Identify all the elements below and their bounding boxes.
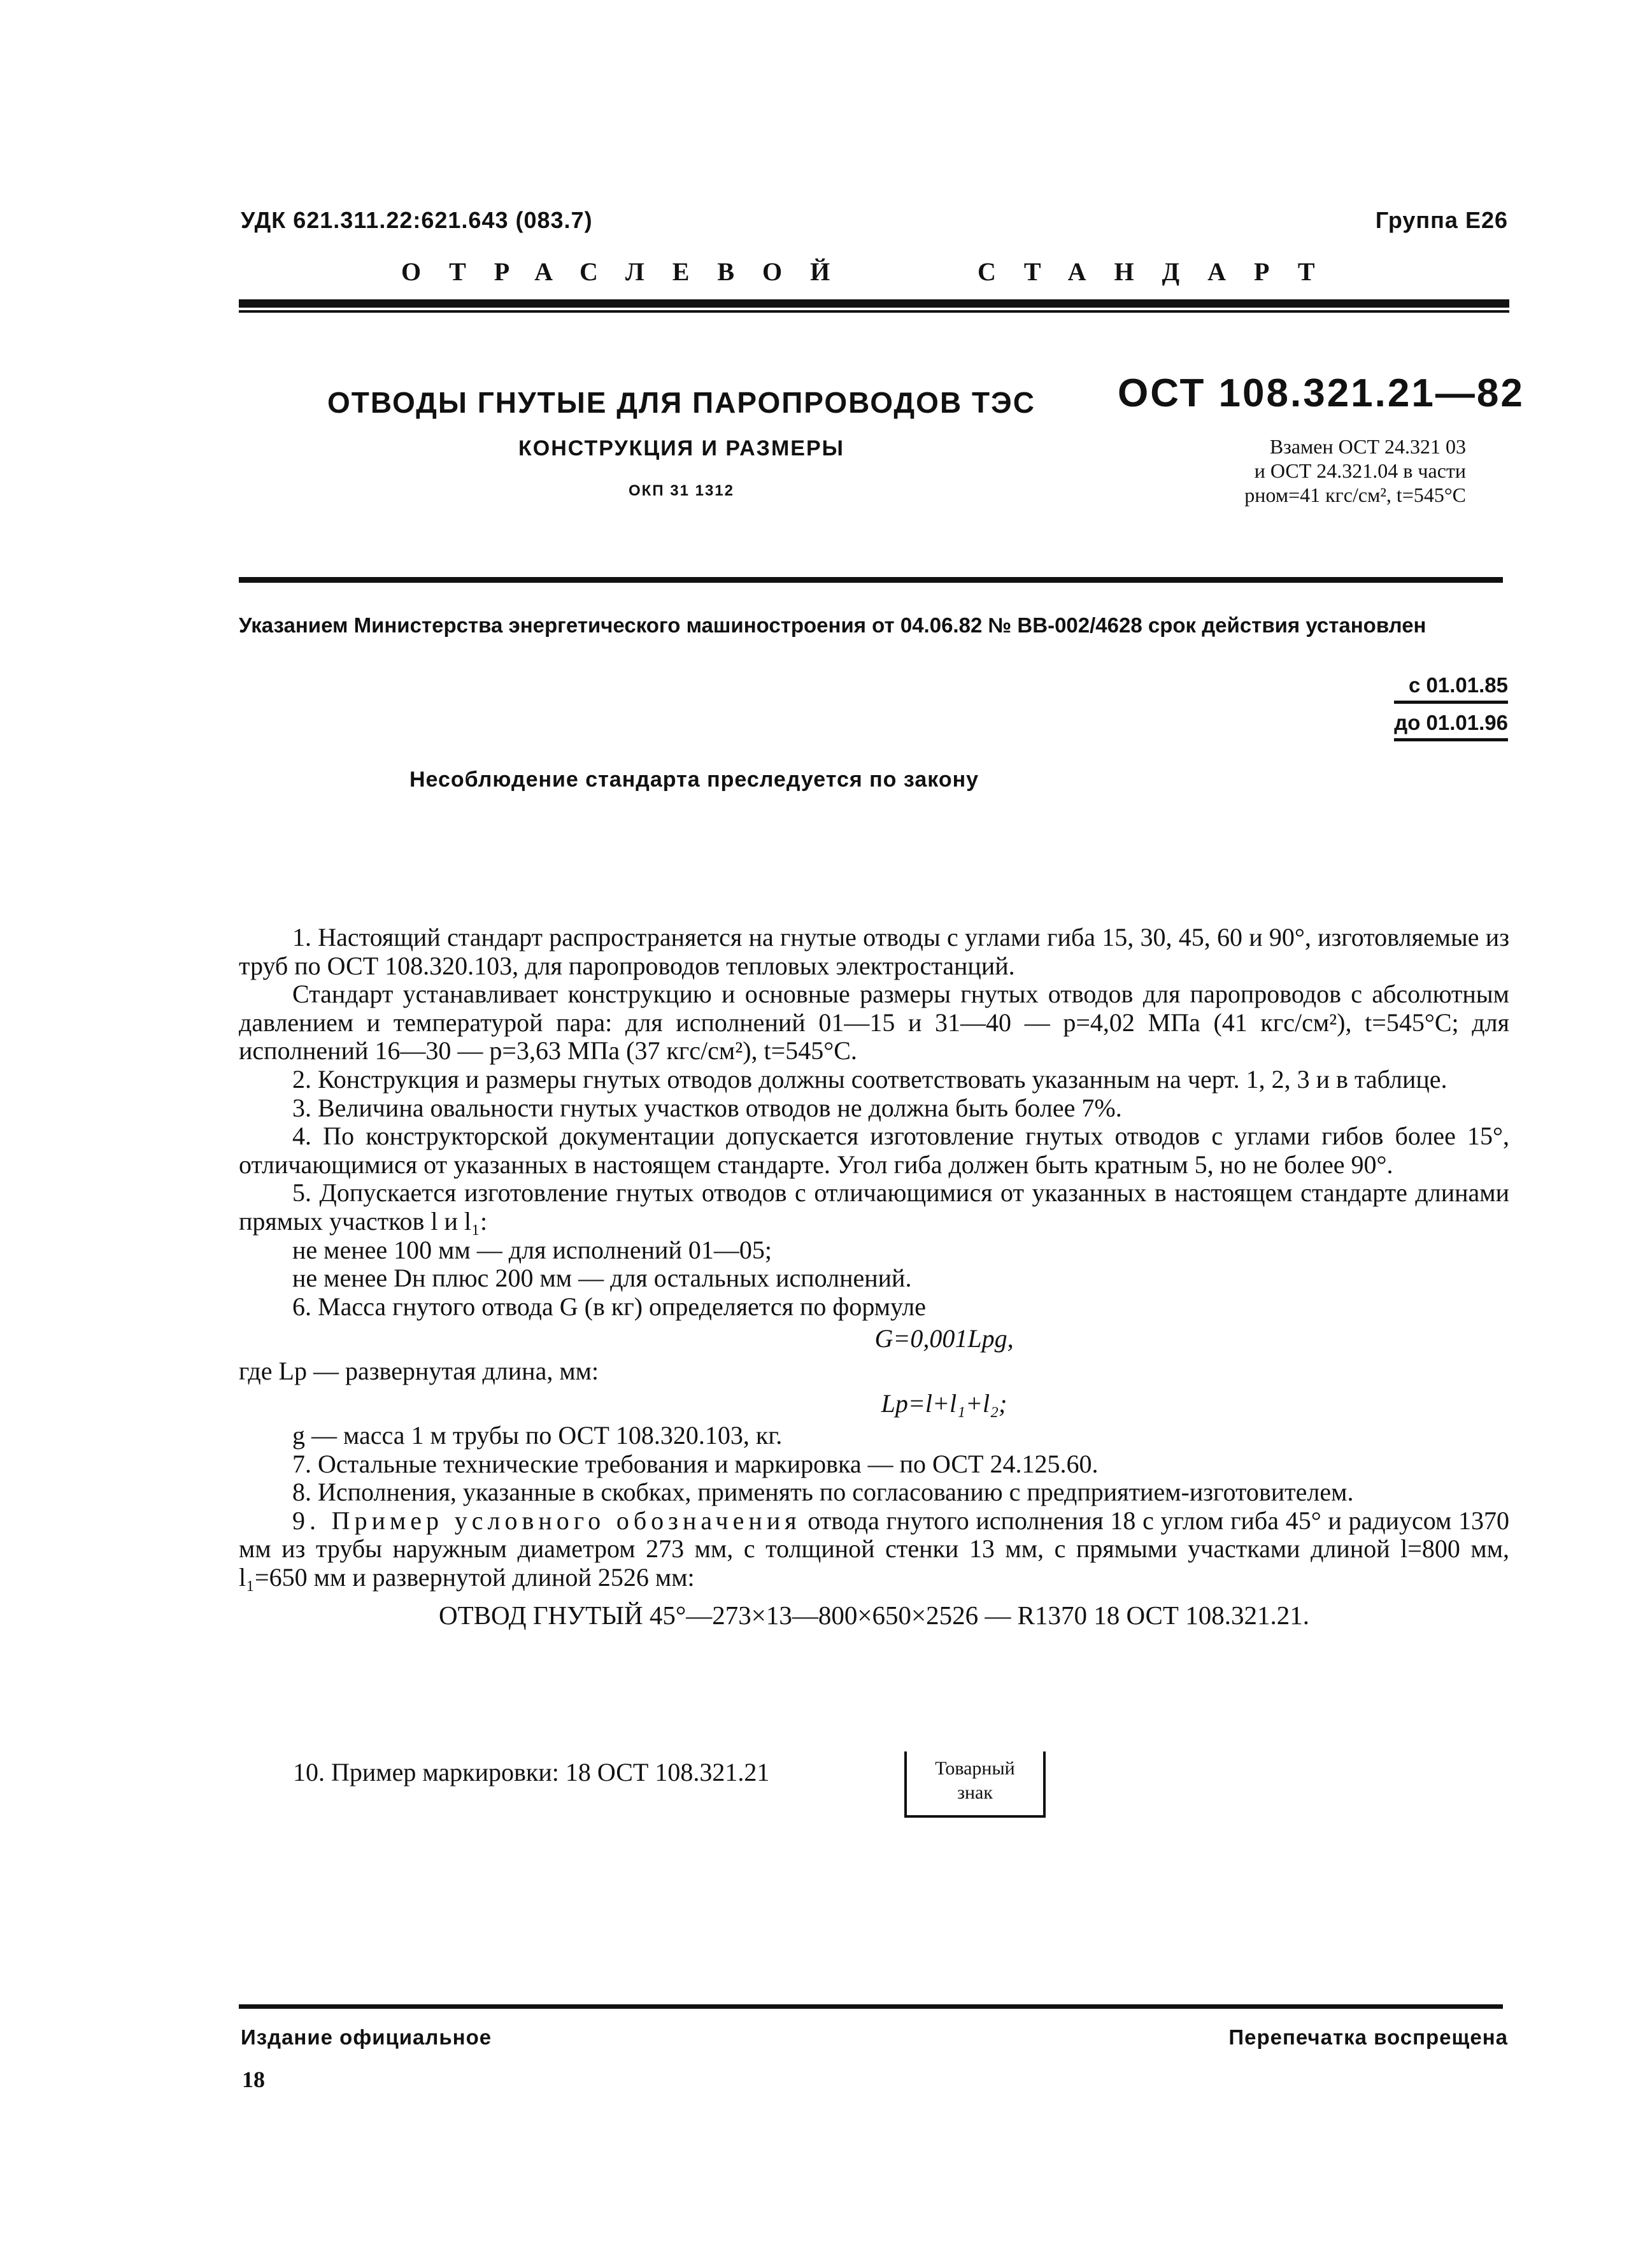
group-code: Группа Е26 [1375,207,1508,233]
standard-number: ОСТ 108.321.21—82 [1118,371,1525,415]
paragraph-6: 5. Допускается изготовление гнутых отводов с отличающимися от указанных в настоящем стандарте длинами прямых участков l и l₁: [239,1178,1509,1236]
formula-length [239,1386,1509,1422]
validity-dates [1394,670,1508,745]
udk-code: УДК 621.311.22:621.643 (083.7) [241,207,593,233]
formula-mass [239,1321,1509,1357]
formula-mass-text: G=0,001Lрg, [874,1324,1014,1353]
standard-word-1: ОТРАСЛЕВОЙ [401,257,858,286]
okp-code: ОКП 31 1312 [629,482,734,499]
directive-text: Указанием Министерства энергетического машиностроения от 04.06.82 № ВВ-002/4628 срок действия установлен [239,613,1426,637]
document-title: ОТВОДЫ ГНУТЫЕ ДЛЯ ПАРОПРОВОДОВ ТЭС [327,386,1035,419]
law-notice: Несоблюдение стандарта преследуется по закону [409,767,979,792]
document-body [239,924,1509,1629]
paragraph-10: где Lр — развернутая длина, мм: [239,1356,599,1385]
document-subtitle: КОНСТРУКЦИЯ И РАЗМЕРЫ [518,436,844,460]
paragraph-9: 6. Масса гнутого отвода G (в кг) определяется по формуле [292,1292,926,1321]
footer-rule [239,2004,1503,2009]
valid-from: с 01.01.85 [1394,670,1508,704]
paragraph-12: 7. Остальные технические требования и маркировка — по ОСТ 24.125.60. [292,1449,1099,1478]
trademark-line-1: Товарный [935,1758,1015,1779]
page-number: 18 [242,2067,265,2092]
paragraph-14 [239,1507,1509,1592]
paragraph-1: 1. Настоящий стандарт распространяется на гнутые отводы с углами гиба 15, 30, 45, 60 и 90°, изготовляемые из труб по ОСТ 108.320.103, для паропроводов тепловых электростанций. [239,923,1509,980]
paragraph-2: Стандарт устанавливает конструкцию и основные размеры гнутых отводов для паропроводов с абсолютным давлением и температурой пара: для исполнений 01—15 и 31—40 — p=4,02 МПа (41 кгс/см²), t=545°С; для исполнений 16—30 — p=3,63 МПа (37 кгс/см²), t=545°С. [239,980,1509,1066]
paragraph-11: g — масса 1 м трубы по ОСТ 108.320.103, кг. [292,1421,783,1450]
reprint-prohibited: Перепечатка воспрещена [1228,2025,1508,2049]
official-edition: Издание официальное [241,2025,492,2049]
header-rule-thin [239,310,1509,313]
paragraph-3: 2. Конструкция и размеры гнутых отводов должны соответствовать указанным на черт. 1, 2, 3 и в таблице. [292,1064,1448,1094]
paragraph-8: не менее Dн плюс 200 мм — для остальных исполнений. [292,1264,912,1293]
replacement-line-3: pном=41 кгс/см², t=545°С [1244,483,1466,506]
header-rule [239,299,1509,308]
replacement-line-2: и ОСТ 24.321.04 в части [1254,459,1466,482]
paragraph-5: 4. По конструкторской документации допускается изготовление гнутых отводов с углами гибов более 15°, отличающимися от указанных в настоящем стандарте. Угол гиба должен быть кратным 5, но не более 90°. [239,1122,1509,1179]
example-designation: ОТВОД ГНУТЫЙ 45°—273×13—800×650×2526 — R1370 18 ОСТ 108.321.21. [439,1600,1309,1630]
title-rule [239,577,1503,583]
valid-to: до 01.01.96 [1394,708,1508,741]
marking-example: 10. Пример маркировки: 18 ОСТ 108.321.21 [293,1758,770,1787]
replacement-note [1160,434,1466,507]
formula-length-text: Lр=l+l₁+l₂; [881,1388,1007,1418]
paragraph-7: не менее 100 мм — для исполнений 01—05; [292,1235,772,1264]
paragraph-14-text: отвода гнутого исполнения 18 с углом гиба 45° и радиусом 1370 мм из трубы наружным диаметром 273 мм, с толщиной стенки 13 мм, с прямыми участками длиной l=800 мм, l₁=650 мм и развернутой длиной 2526 мм: [239,1506,1509,1592]
trademark-line-2: знак [957,1782,993,1803]
standard-word-2: СТАНДАРТ [978,257,1343,286]
paragraph-13: 8. Исполнения, указанные в скобках, применять по согласованию с предприятием-изготовителем. [292,1478,1354,1507]
paragraph-4: 3. Величина овальности гнутых участков отводов не должна быть более 7%. [292,1093,1122,1122]
paragraph-14-lead: 9. Пример условного обозначения [292,1506,801,1535]
trademark-box [904,1751,1046,1818]
replacement-line-1: Взамен ОСТ 24.321 03 [1269,435,1466,458]
